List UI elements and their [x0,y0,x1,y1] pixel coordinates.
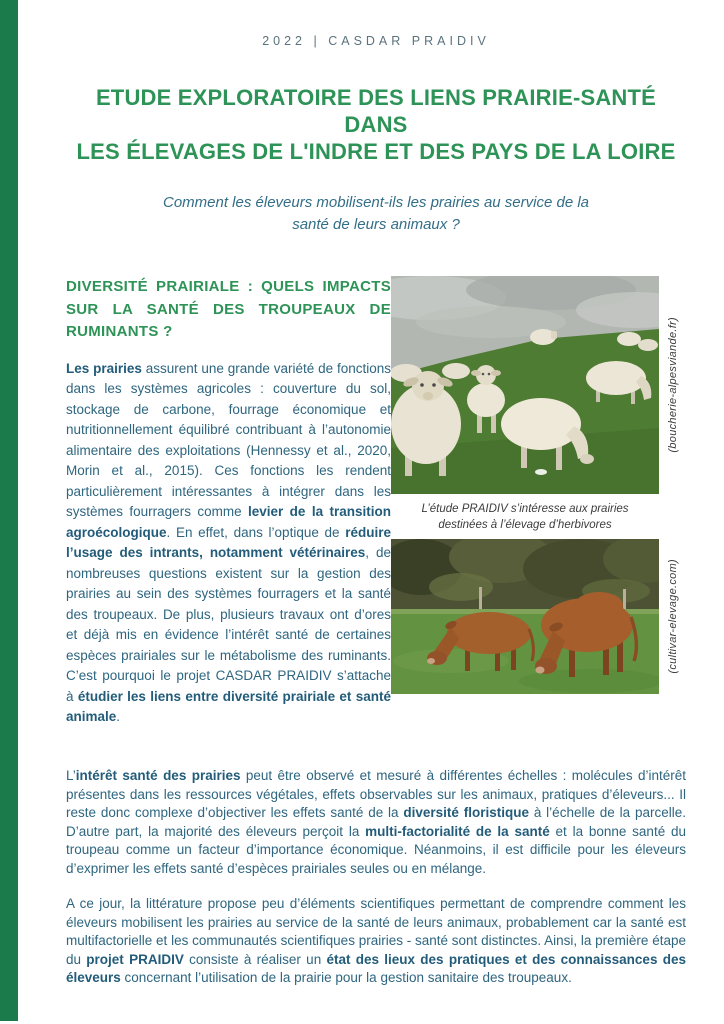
page-subtitle [66,192,686,236]
two-column-section [66,276,686,741]
sheep-credit-rail [659,276,686,494]
sheep-photo-credit: (boucherie-alpesviande.fr) [666,317,679,453]
figure-column [391,276,686,741]
figure-caption [391,501,659,533]
figure-caption-line2: destinées à l’élevage d’herbivores [438,519,612,531]
sheep-figure [391,276,686,494]
figure-caption-line1: L’étude PRAIDIV s’intéresse aux prairies [421,503,629,515]
text-column [66,276,391,741]
sheep-photo [391,276,659,494]
page-title-line2: LES ÉLEVAGES DE L'INDRE ET DES PAYS DE LA LOIRE [76,139,676,164]
page-subtitle-line1: Comment les éleveurs mobilisent-ils les prairies au service de la [163,194,589,211]
intro-paragraph: Les prairies assurent une grande variété de fonctions dans les systèmes agricoles : couverture du sol, stockage de carbone, fourrage économique et nutritionnellement équilibré contribuant à l’autonomie alimentaire des exploitations (Hennessy et al., 2020, Morin et al., 2015). Ces fonctions les rendent particulièrement intéressantes à intégrer dans les systèmes fourragers comme levier de la transition agroécologique. En effet, dans l’optique de réduire l’usage des intrants, notamment vétérinaires, de nombreuses questions existent sur la gestion des prairies au sein des systèmes fourragers et la santé des troupeaux. De plus, plusieurs travaux ont d’ores et déjà mis en évidence l’intérêt santé de certaines espèces prairiales sur le métabolisme des ruminants. C’est pourquoi le projet CASDAR PRAIDIV s’attache à étudier les liens entre diversité prairiale et santé animale. [66,360,391,724]
page-title-line1: ETUDE EXPLORATOIRE DES LIENS PRAIRIE-SANTÉ DANS [95,85,657,137]
cows-photo-credit: (cultivar-elevage.com) [666,559,679,674]
paragraph-health-interest: L’intérêt santé des prairies peut être observé et mesuré à différentes échelles : molécules d’intérêt présentes dans les ressources végétales, effets observables sur les animaux, pratiques d’éleveurs... Il reste donc complexe d’objectiver les effets santé de la diversité floristique à l’échelle de la parcelle. D’autre part, la majorité des éleveurs perçoit la multi-factorialité de la santé et la bonne santé du troupeau comme un facteur d’importance économique. Néanmoins, il est difficile pour les éleveurs d’exprimer les effets santé d’espèces prairiales seules ou en mélange. [66,768,686,876]
section-heading: DIVERSITÉ PRAIRIALE : QUELS IMPACTS SUR LA SANTÉ DES TROUPEAUX DE RUMINANTS ? [66,278,391,340]
document-eyebrow: 2022 | CASDAR PRAIDIV [262,34,490,48]
paragraph-state-of-art: A ce jour, la littérature propose peu d’éléments scientifiques permettant de comprendre comment les éleveurs mobilisent les prairies au service de la santé de leurs animaux, probablement car la santé est multifactorielle et les communautés scientifiques prairies - santé sont distinctes. Ainsi, la première étape du projet PRAIDIV consiste à réaliser un état des lieux des pratiques et des connaissances des éleveurs concernant l’utilisation de la prairie pour la gestion sanitaire des troupeaux. [66,896,686,985]
left-accent-bar [0,0,18,1021]
cows-figure [391,539,686,694]
cows-photo [391,539,659,694]
cows-credit-rail [659,539,686,694]
page-content [66,0,686,1001]
page-subtitle-line2: santé de leurs animaux ? [292,216,460,233]
page-title [66,84,686,165]
